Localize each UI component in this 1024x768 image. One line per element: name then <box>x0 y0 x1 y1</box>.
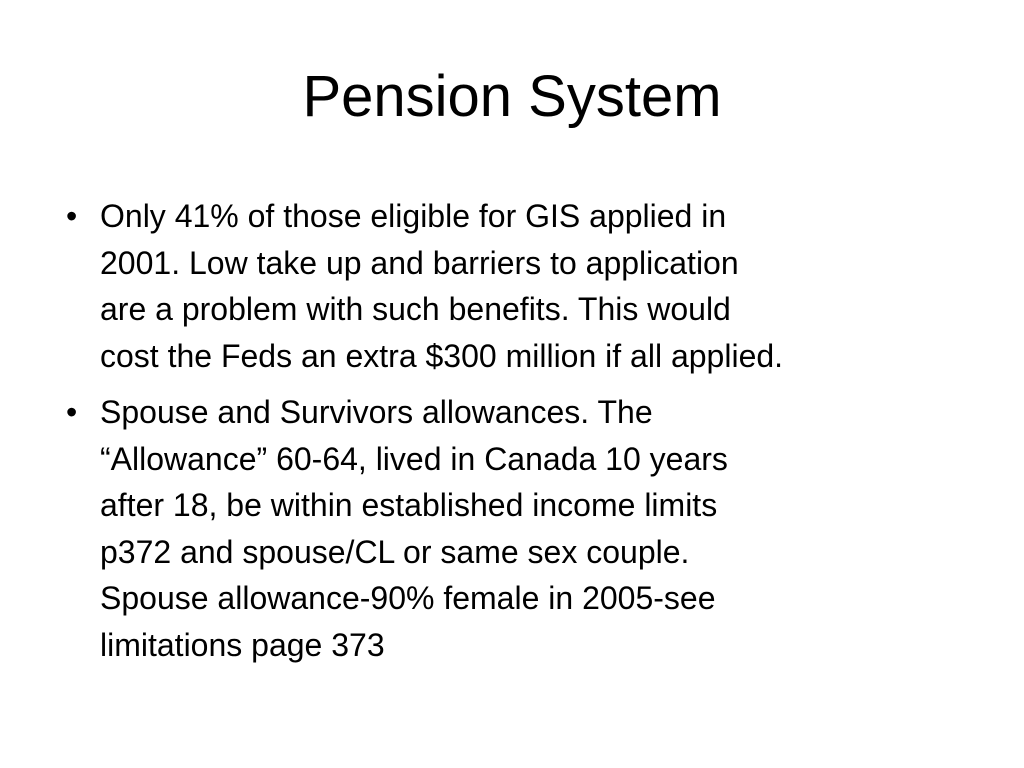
bullet-line: Spouse allowance-90% female in 2005-see <box>100 580 716 616</box>
bullet-marker: • <box>66 198 78 234</box>
bullet-line: Spouse and Survivors allowances. The <box>100 394 653 430</box>
bullet-line: limitations page 373 <box>100 626 385 663</box>
bullet-text <box>100 389 962 668</box>
bullet-line: “Allowance” 60-64, lived in Canada 10 years <box>100 440 728 477</box>
slide-title: Pension System <box>302 64 722 129</box>
bullet-list <box>62 193 962 678</box>
bullet-line: are a problem with such benefits. This would <box>100 291 731 327</box>
bullet-item-gis <box>62 193 962 379</box>
bullet-line: cost the Feds an extra $300 million if all applied. <box>100 337 784 374</box>
bullet-line: 2001. Low take up and barriers to application <box>100 244 739 281</box>
bullet-marker: • <box>66 394 78 430</box>
bullet-line: Only 41% of those eligible for GIS applied in <box>100 198 727 234</box>
bullet-line: p372 and spouse/CL or same sex couple. <box>100 533 690 570</box>
bullet-item-allowances <box>62 389 962 668</box>
bullet-line: after 18, be within established income limits <box>100 487 718 523</box>
bullet-text <box>100 193 962 379</box>
